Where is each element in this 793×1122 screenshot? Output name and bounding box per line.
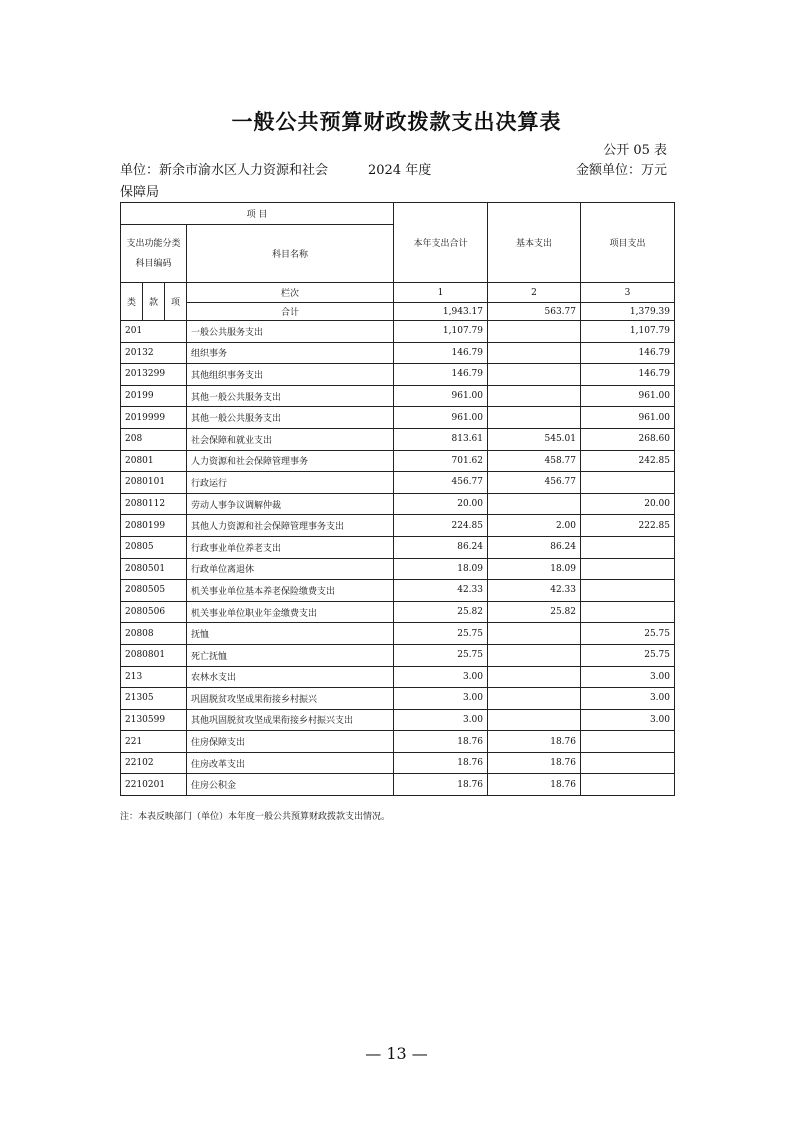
row-project: 25.75 bbox=[581, 644, 675, 666]
row-project bbox=[581, 472, 675, 494]
row-total: 3.00 bbox=[394, 666, 488, 688]
row-total: 456.77 bbox=[394, 472, 488, 494]
table-row bbox=[121, 515, 675, 537]
table-row bbox=[121, 752, 675, 774]
row-basic bbox=[488, 364, 581, 386]
row-total: 3.00 bbox=[394, 688, 488, 710]
row-subject-name: 机关事业单位职业年金缴费支出 bbox=[187, 601, 394, 623]
row-project: 1,107.79 bbox=[581, 321, 675, 343]
row-project: 268.60 bbox=[581, 428, 675, 450]
row-basic bbox=[488, 623, 581, 645]
header-func-code: 支出功能分类科目编码 bbox=[121, 225, 187, 283]
row-project: 222.85 bbox=[581, 515, 675, 537]
row-total: 146.79 bbox=[394, 364, 488, 386]
row-code: 208 bbox=[121, 428, 187, 450]
row-code: 213 bbox=[121, 666, 187, 688]
row-project: 20.00 bbox=[581, 493, 675, 515]
row-total: 146.79 bbox=[394, 342, 488, 364]
row-project bbox=[581, 558, 675, 580]
row-code: 2019999 bbox=[121, 407, 187, 429]
row-basic bbox=[488, 385, 581, 407]
row-total: 25.75 bbox=[394, 644, 488, 666]
row-subject-name: 农林水支出 bbox=[187, 666, 394, 688]
row-basic: 2.00 bbox=[488, 515, 581, 537]
header-subject-name: 科目名称 bbox=[187, 225, 394, 283]
row-code: 2210201 bbox=[121, 774, 187, 796]
row-subject-name: 其他一般公共服务支出 bbox=[187, 385, 394, 407]
row-basic: 18.76 bbox=[488, 774, 581, 796]
row-total: 25.82 bbox=[394, 601, 488, 623]
row-project: 25.75 bbox=[581, 623, 675, 645]
row-code: 2013299 bbox=[121, 364, 187, 386]
expenditure-table bbox=[120, 202, 675, 796]
row-total: 42.33 bbox=[394, 580, 488, 602]
total-project: 1,379.39 bbox=[581, 303, 675, 321]
row-total: 961.00 bbox=[394, 407, 488, 429]
row-total: 18.76 bbox=[394, 752, 488, 774]
row-code: 2080501 bbox=[121, 558, 187, 580]
row-subject-name: 行政单位离退休 bbox=[187, 558, 394, 580]
row-project: 961.00 bbox=[581, 407, 675, 429]
row-total: 18.76 bbox=[394, 774, 488, 796]
row-subject-name: 抚恤 bbox=[187, 623, 394, 645]
row-code: 21305 bbox=[121, 688, 187, 710]
table-row bbox=[121, 472, 675, 494]
row-code: 20801 bbox=[121, 450, 187, 472]
row-project bbox=[581, 752, 675, 774]
table-row bbox=[121, 666, 675, 688]
row-total: 18.09 bbox=[394, 558, 488, 580]
row-code: 201 bbox=[121, 321, 187, 343]
row-basic: 456.77 bbox=[488, 472, 581, 494]
row-basic: 42.33 bbox=[488, 580, 581, 602]
header-index-3: 3 bbox=[581, 283, 675, 303]
row-basic: 545.01 bbox=[488, 428, 581, 450]
row-total: 224.85 bbox=[394, 515, 488, 537]
header-total: 本年支出合计 bbox=[394, 203, 488, 283]
table-row bbox=[121, 688, 675, 710]
row-code: 2080505 bbox=[121, 580, 187, 602]
row-subject-name: 行政运行 bbox=[187, 472, 394, 494]
table-row bbox=[121, 709, 675, 731]
row-total: 813.61 bbox=[394, 428, 488, 450]
row-basic bbox=[488, 688, 581, 710]
row-code: 20199 bbox=[121, 385, 187, 407]
row-project: 3.00 bbox=[581, 688, 675, 710]
row-total: 25.75 bbox=[394, 623, 488, 645]
row-project: 146.79 bbox=[581, 342, 675, 364]
table-row bbox=[121, 601, 675, 623]
row-subject-name: 行政事业单位养老支出 bbox=[187, 536, 394, 558]
row-project: 961.00 bbox=[581, 385, 675, 407]
row-project: 3.00 bbox=[581, 709, 675, 731]
table-row bbox=[121, 364, 675, 386]
row-subject-name: 一般公共服务支出 bbox=[187, 321, 394, 343]
table-row bbox=[121, 623, 675, 645]
table-row bbox=[121, 428, 675, 450]
row-basic bbox=[488, 407, 581, 429]
row-code: 20132 bbox=[121, 342, 187, 364]
header-kuan: 款 bbox=[143, 283, 165, 321]
header-lanci: 栏次 bbox=[187, 283, 394, 303]
row-subject-name: 住房保障支出 bbox=[187, 731, 394, 753]
row-code: 2080801 bbox=[121, 644, 187, 666]
row-basic: 25.82 bbox=[488, 601, 581, 623]
row-basic bbox=[488, 342, 581, 364]
row-subject-name: 人力资源和社会保障管理事务 bbox=[187, 450, 394, 472]
row-total: 961.00 bbox=[394, 385, 488, 407]
row-basic: 458.77 bbox=[488, 450, 581, 472]
row-project: 146.79 bbox=[581, 364, 675, 386]
header-project: 项目支出 bbox=[581, 203, 675, 283]
table-row bbox=[121, 558, 675, 580]
page-number: — 13 — bbox=[365, 1044, 428, 1063]
row-basic bbox=[488, 493, 581, 515]
row-project bbox=[581, 580, 675, 602]
row-code: 20808 bbox=[121, 623, 187, 645]
row-subject-name: 其他巩固脱贫攻坚成果衔接乡村振兴支出 bbox=[187, 709, 394, 731]
header-basic: 基本支出 bbox=[488, 203, 581, 283]
total-basic: 563.77 bbox=[488, 303, 581, 321]
row-subject-name: 其他一般公共服务支出 bbox=[187, 407, 394, 429]
table-row bbox=[121, 407, 675, 429]
row-code: 2080101 bbox=[121, 472, 187, 494]
row-total: 20.00 bbox=[394, 493, 488, 515]
row-project bbox=[581, 536, 675, 558]
table-row bbox=[121, 536, 675, 558]
row-code: 2080506 bbox=[121, 601, 187, 623]
row-project bbox=[581, 774, 675, 796]
table-row bbox=[121, 731, 675, 753]
row-code: 2080199 bbox=[121, 515, 187, 537]
row-subject-name: 社会保障和就业支出 bbox=[187, 428, 394, 450]
row-code: 221 bbox=[121, 731, 187, 753]
row-basic bbox=[488, 644, 581, 666]
row-subject-name: 组织事务 bbox=[187, 342, 394, 364]
page-title: 一般公共预算财政拨款支出决算表 bbox=[231, 109, 562, 134]
row-project: 3.00 bbox=[581, 666, 675, 688]
row-subject-name: 其他组织事务支出 bbox=[187, 364, 394, 386]
total-total: 1,943.17 bbox=[394, 303, 488, 321]
table-row bbox=[121, 774, 675, 796]
form-number: 公开 05 表 bbox=[603, 143, 667, 158]
row-basic bbox=[488, 666, 581, 688]
row-project bbox=[581, 601, 675, 623]
table-row bbox=[121, 644, 675, 666]
row-subject-name: 其他人力资源和社会保障管理事务支出 bbox=[187, 515, 394, 537]
row-subject-name: 机关事业单位基本养老保险缴费支出 bbox=[187, 580, 394, 602]
row-project bbox=[581, 731, 675, 753]
table-row bbox=[121, 580, 675, 602]
row-total: 86.24 bbox=[394, 536, 488, 558]
row-subject-name: 住房改革支出 bbox=[187, 752, 394, 774]
table-note: 注：本表反映部门（单位）本年度一般公共预算财政拨款支出情况。 bbox=[120, 812, 391, 822]
row-project: 242.85 bbox=[581, 450, 675, 472]
row-total: 1,107.79 bbox=[394, 321, 488, 343]
table-row bbox=[121, 450, 675, 472]
table-row bbox=[121, 493, 675, 515]
table-row bbox=[121, 321, 675, 343]
row-basic bbox=[488, 321, 581, 343]
row-basic bbox=[488, 709, 581, 731]
row-subject-name: 死亡抚恤 bbox=[187, 644, 394, 666]
header-index-1: 1 bbox=[394, 283, 488, 303]
row-code: 20805 bbox=[121, 536, 187, 558]
table-row bbox=[121, 342, 675, 364]
row-code: 2080112 bbox=[121, 493, 187, 515]
header-xiang: 项 bbox=[165, 283, 187, 321]
row-total: 701.62 bbox=[394, 450, 488, 472]
row-basic: 86.24 bbox=[488, 536, 581, 558]
row-code: 22102 bbox=[121, 752, 187, 774]
total-label: 合计 bbox=[187, 303, 394, 321]
row-total: 3.00 bbox=[394, 709, 488, 731]
row-basic: 18.76 bbox=[488, 752, 581, 774]
row-basic: 18.76 bbox=[488, 731, 581, 753]
row-subject-name: 劳动人事争议调解仲裁 bbox=[187, 493, 394, 515]
row-subject-name: 住房公积金 bbox=[187, 774, 394, 796]
amount-unit: 金额单位：万元 bbox=[575, 163, 667, 178]
row-code: 2130599 bbox=[121, 709, 187, 731]
table-row bbox=[121, 385, 675, 407]
reporting-unit: 单位：新余市渝水区人力资源和社会保障局 bbox=[120, 163, 329, 200]
header-lei: 类 bbox=[121, 283, 143, 321]
report-year: 2024 年度 bbox=[368, 163, 432, 178]
header-item: 项 目 bbox=[121, 203, 394, 225]
row-subject-name: 巩固脱贫攻坚成果衔接乡村振兴 bbox=[187, 688, 394, 710]
row-basic: 18.09 bbox=[488, 558, 581, 580]
row-total: 18.76 bbox=[394, 731, 488, 753]
header-index-2: 2 bbox=[488, 283, 581, 303]
